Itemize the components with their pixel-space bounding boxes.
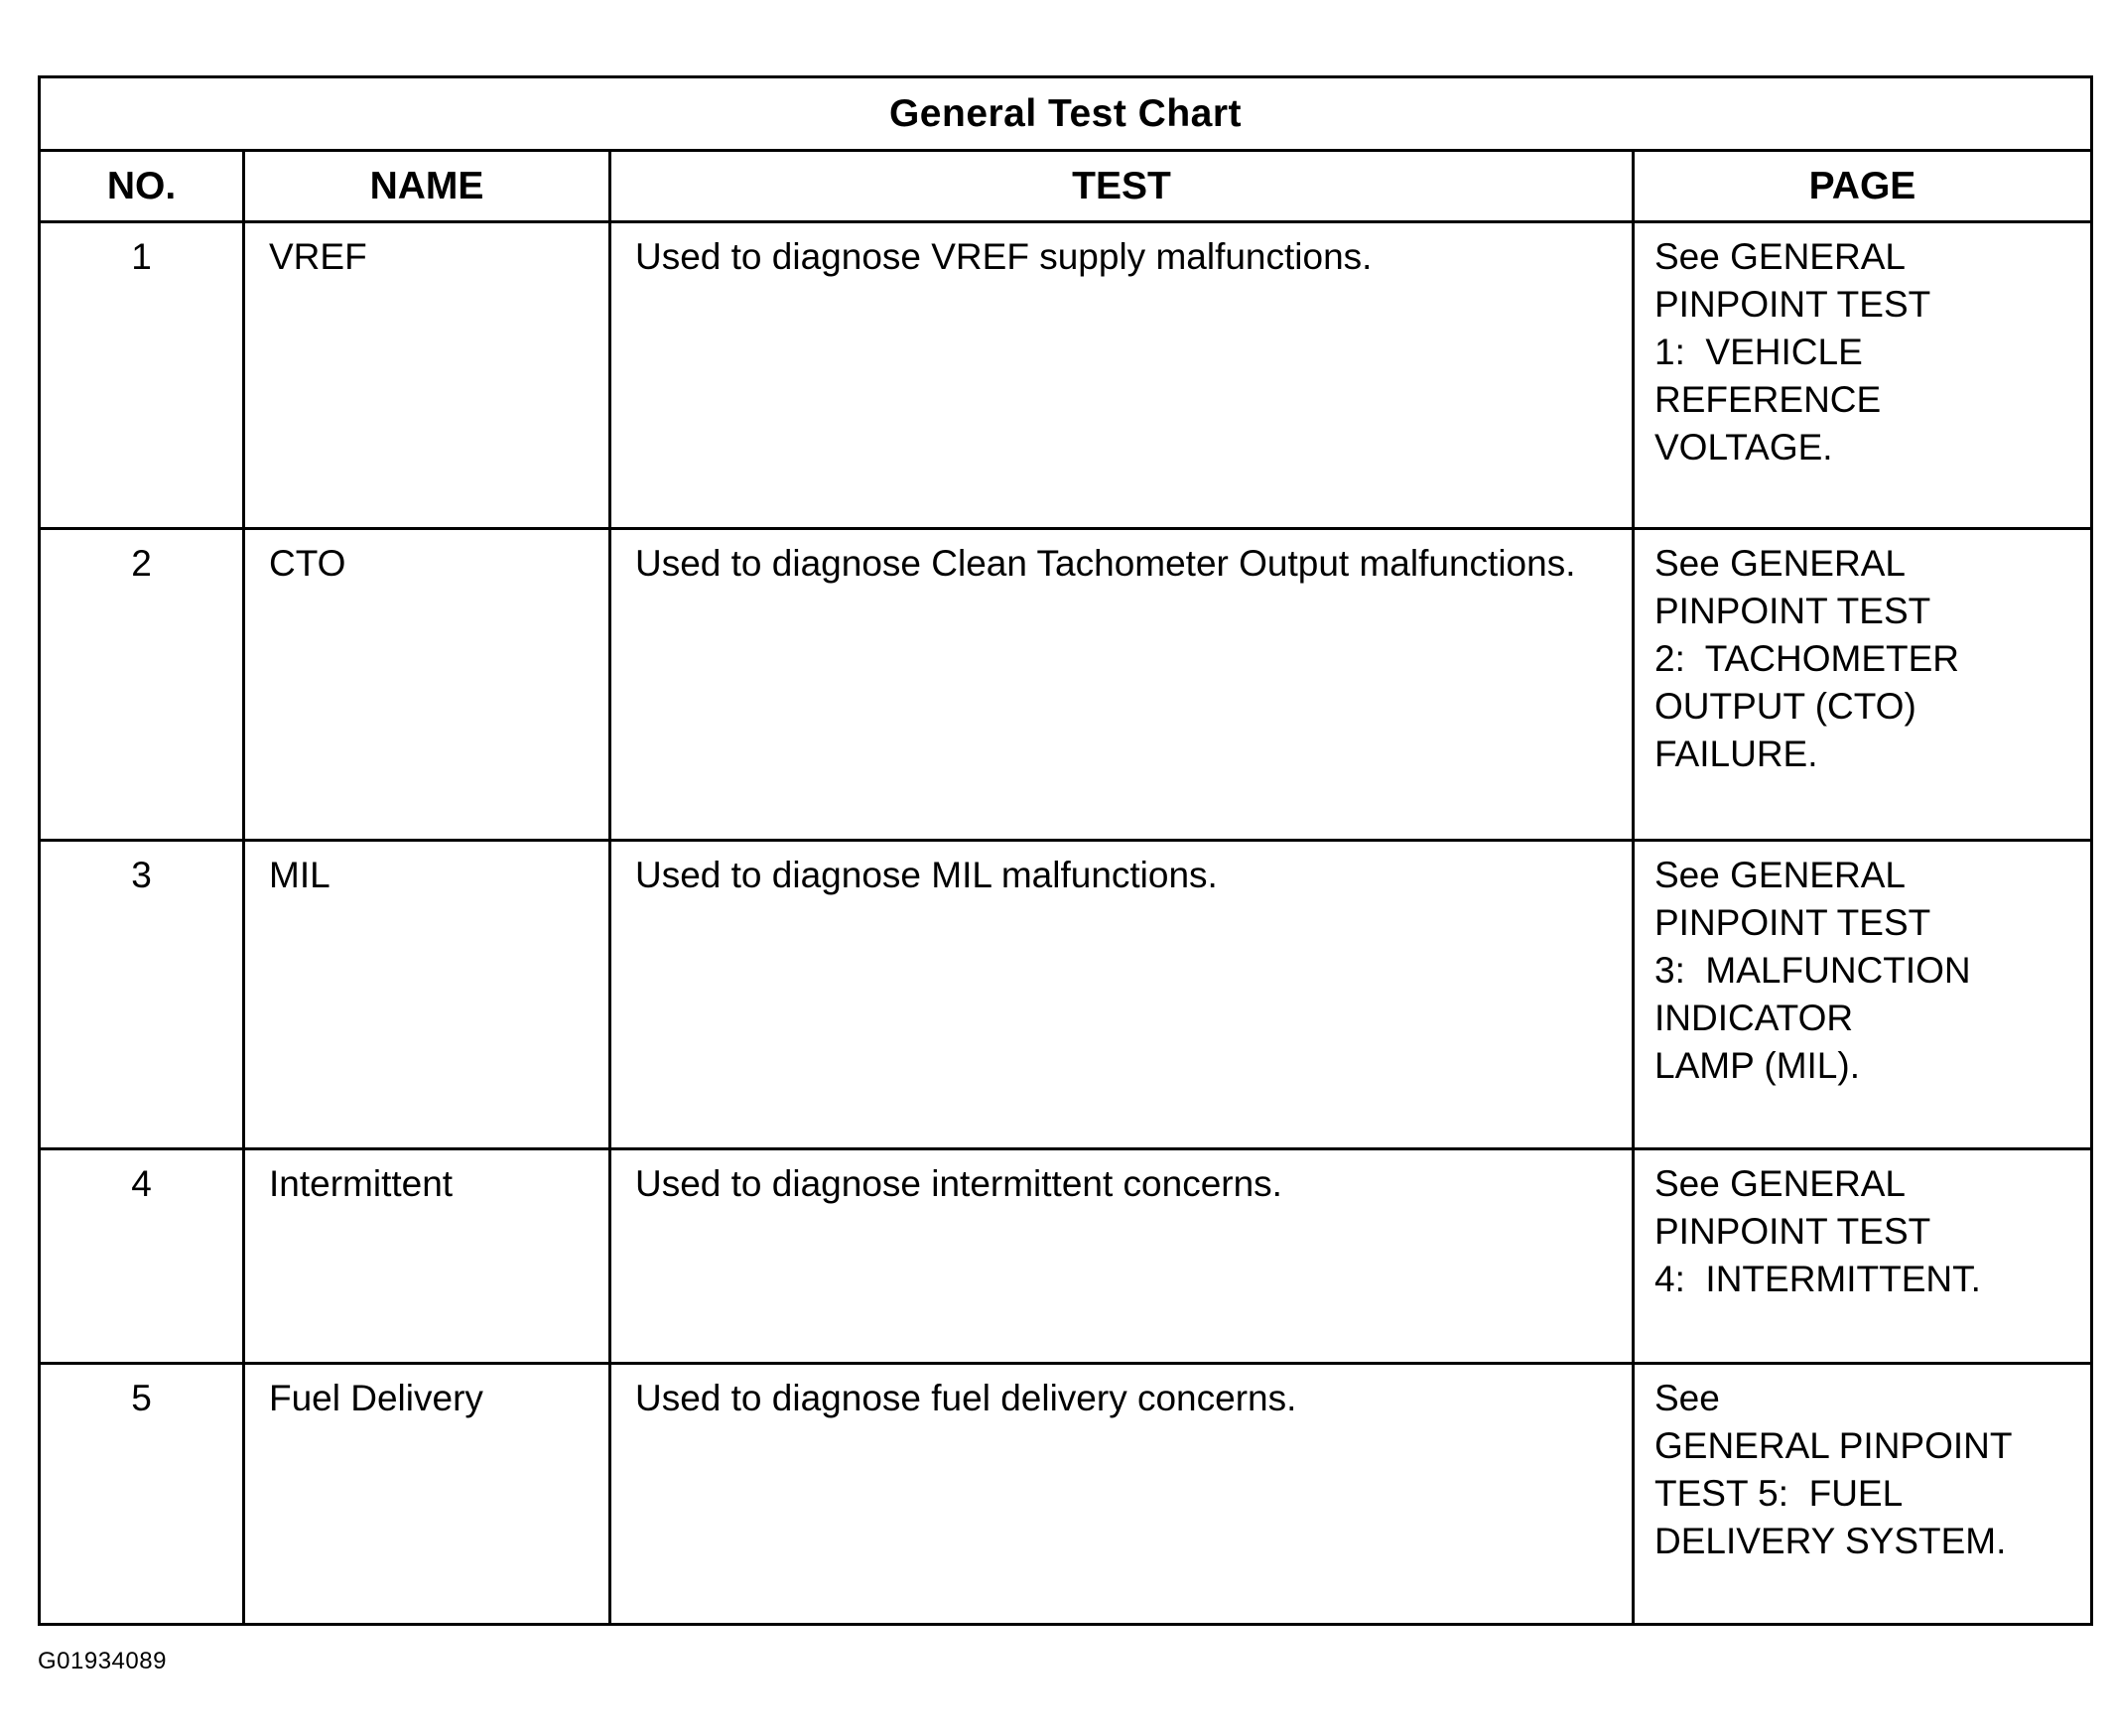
row-name: VREF xyxy=(244,222,610,529)
header-page: PAGE xyxy=(1634,151,2092,222)
page-line: REFERENCE xyxy=(1654,379,1882,421)
row-page-reference xyxy=(1634,1149,2092,1364)
page-line: LAMP (MIL). xyxy=(1654,1045,1860,1087)
page-line: 1: VEHICLE xyxy=(1654,332,1863,373)
table-row xyxy=(40,1364,2092,1625)
table-row xyxy=(40,529,2092,841)
row-page-reference xyxy=(1634,841,2092,1149)
row-name: MIL xyxy=(244,841,610,1149)
row-name: Fuel Delivery xyxy=(244,1364,610,1625)
page-line: PINPOINT TEST xyxy=(1654,284,1931,326)
general-test-chart-table xyxy=(38,75,2093,1626)
page-line: FAILURE. xyxy=(1654,734,1818,775)
page-line: See xyxy=(1654,1378,1720,1419)
row-number: 4 xyxy=(40,1149,244,1364)
row-name: Intermittent xyxy=(244,1149,610,1364)
page-line: GENERAL PINPOINT xyxy=(1654,1425,2013,1467)
row-test: Used to diagnose MIL malfunctions. xyxy=(610,841,1634,1149)
row-number: 2 xyxy=(40,529,244,841)
row-page-reference xyxy=(1634,529,2092,841)
page-line: VOLTAGE. xyxy=(1654,427,1833,468)
page-line: 2: TACHOMETER xyxy=(1654,638,1960,680)
page-line: See GENERAL xyxy=(1654,543,1906,585)
header-test: TEST xyxy=(610,151,1634,222)
row-test: Used to diagnose fuel delivery concerns. xyxy=(610,1364,1634,1625)
row-test: Used to diagnose Clean Tachometer Output malfunctions. xyxy=(610,529,1634,841)
row-page-reference xyxy=(1634,1364,2092,1625)
row-name: CTO xyxy=(244,529,610,841)
header-row xyxy=(40,151,2092,222)
row-test: Used to diagnose intermittent concerns. xyxy=(610,1149,1634,1364)
table-row xyxy=(40,841,2092,1149)
page-line: See GENERAL xyxy=(1654,1163,1906,1205)
table-row xyxy=(40,222,2092,529)
page-line: TEST 5: FUEL xyxy=(1654,1473,1904,1515)
page-line: 4: INTERMITTENT. xyxy=(1654,1259,1981,1300)
row-number: 1 xyxy=(40,222,244,529)
title-row xyxy=(40,77,2092,151)
row-test: Used to diagnose VREF supply malfunctions. xyxy=(610,222,1634,529)
page-line: 3: MALFUNCTION xyxy=(1654,950,1971,992)
header-name: NAME xyxy=(244,151,610,222)
page-line: DELIVERY SYSTEM. xyxy=(1654,1521,2007,1562)
page-line: INDICATOR xyxy=(1654,998,1854,1039)
page-line: PINPOINT TEST xyxy=(1654,1211,1931,1253)
row-number: 5 xyxy=(40,1364,244,1625)
page-line: See GENERAL xyxy=(1654,236,1906,278)
page-line: See GENERAL xyxy=(1654,855,1906,896)
page-line: PINPOINT TEST xyxy=(1654,902,1931,944)
figure-id: G01934089 xyxy=(38,1648,167,1674)
table-row xyxy=(40,1149,2092,1364)
header-no: NO. xyxy=(40,151,244,222)
row-number: 3 xyxy=(40,841,244,1149)
page-line: OUTPUT (CTO) xyxy=(1654,686,1916,728)
page-line: PINPOINT TEST xyxy=(1654,591,1931,632)
row-page-reference xyxy=(1634,222,2092,529)
chart-title: General Test Chart xyxy=(40,77,2092,151)
